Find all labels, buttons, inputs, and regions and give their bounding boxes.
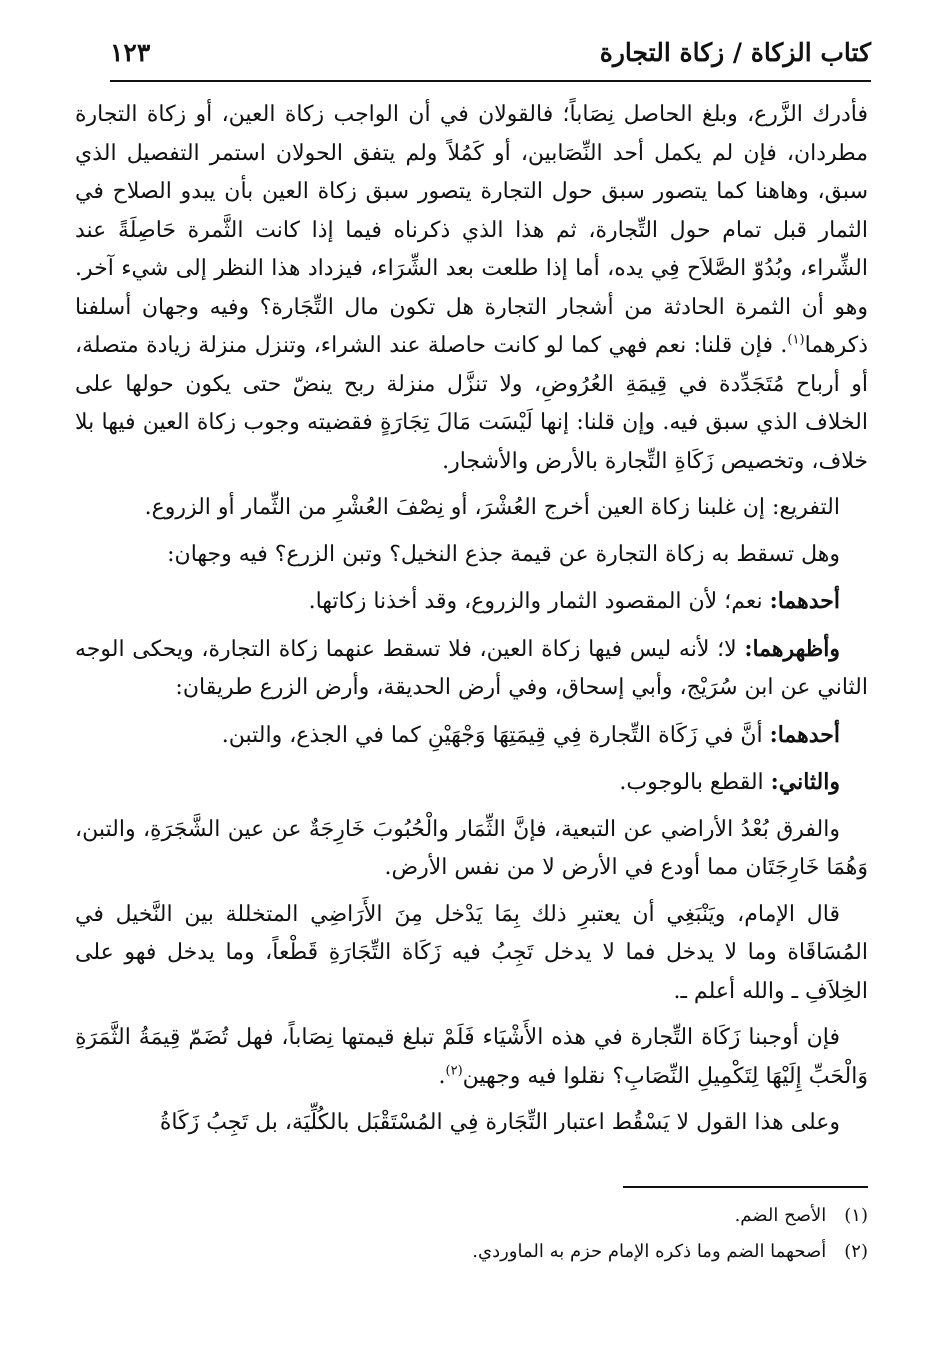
paragraph-7-text: القطع بالوجوب. [619, 770, 771, 795]
paragraph-7-lead: والثاني: [770, 769, 840, 795]
paragraph-1-text: فأدرك الزَّرع، وبلغ الحاصل نِصَاباً؛ فالقولان في أن الواجب زكاة العين، أو زكاة التجارة مطردان، فإن لم يكمل أحد النِّصَابين، أو كَمُلاً ولم يتفق الحولان استمر التفصيل الذي سبق، وهاهنا كما يتصور سبق حول التجارة يتصور سبق زكاة العين بأن يبدو الصلاح في الثمار قبل تمام حول التِّجارة، ثم هذا الذي ذكرناه فيما إذا كانت الثَّمرة حَاصِلَةً عند الشِّراء، وبُدُوّ الصَّلاَح فِي يده، أما إذا طلعت بعد الشِّرَاء، فيزداد هذا النظر إلى شيء آخر. وهو أن الثمرة الحادثة من أشجار التجارة هل تكون مال التِّجَارة؟ وفيه وجهان أسلفنا ذكرهما [75, 102, 869, 358]
paragraph-6-text: أنَّ في زَكَاة التِّجارة فِي قِيمَتِهَا وَجْهَيْنِ كما في الجذع، والتبن. [221, 722, 770, 748]
paragraph-3: وهل تسقط به زكاة التجارة عن قيمة جذع النخيل؟ وتبن الزرع؟ فيه وجهان: [167, 541, 840, 567]
paragraph-11: وعلى هذا القول لا يَسْقُط اعتبار التِّجَارة فِي المُسْتَقْبَل بالكُلِّيَة، بل تَجِبُ زَكَاةُ [159, 1110, 840, 1135]
footnote-2-text: أصحهما الضم وما ذكره الإمام حزم به الماوردي. [472, 1241, 827, 1262]
paragraph-5-text: لا؛ لأنه ليس فيها زكاة العين، فلا تسقط عنهما زكاة التجارة، ويحكى الوجه الثاني عن ابن سُرَيْج، وأبي إسحاق، وفي أرض الحديقة، وأرض الزرع طريقان: [75, 636, 868, 700]
paragraph-10 [75, 1019, 868, 1096]
page-header [110, 30, 871, 82]
footnote-2-number: (٢) [844, 1241, 868, 1262]
paragraph-6 [75, 716, 868, 756]
footnote-divider [623, 1186, 868, 1188]
footnote-ref-1: (١) [787, 332, 805, 348]
paragraph-4-lead: أحدهما: [769, 588, 840, 614]
footnote-ref-2: (٢) [445, 1063, 463, 1079]
running-title: كتاب الزكاة / زكاة التجارة [599, 38, 871, 67]
paragraph-4 [75, 582, 868, 622]
paragraph-9: قال الإمام، ويَنْبَغِي أن يعتبرِ ذلك بِمَا يَدْخل مِنَ الأَرَاضِي المتخللة بين النَّخيل في المُسَاقَاة وما لا يدخل فما لا يدخل تَجِبُ فيه زَكَاة التِّجَارَةِ قَطْعاً، وما يدخل فهو على الخِلاَفِ ـ والله أعلم ـ. [75, 901, 868, 1004]
paragraph-7 [75, 763, 868, 803]
main-text [75, 96, 868, 1151]
footnote-2 [75, 1234, 868, 1270]
paragraph-8: والفرق بُعْدُ الأراضي عن التبعية، فإنَّ الثِّمَار والْحُبُوبَ خَارِجَةٌ عن عين الشَّجَرَةِ، والتبن، وَهُمَا خَارِجَتَان مما أودع في الأرض لا من نفس الأرض. [75, 816, 868, 880]
footnote-1-text: الأصح الضم. [734, 1205, 827, 1226]
paragraph-10-text: فإن أوجبنا زَكَاة التِّجارة في هذه الأَشْيَاء فَلَمْ تبلغ قيمتها نِصَاباً، فهل تُضَمّ قِيمَةُ الثَّمَرَةِ وَالْحَبِّ إِلَيْهَا لِتَكْمِيلِ النِّصَابِ؟ نقلوا فيه وجهين [75, 1025, 868, 1089]
paragraph-1 [75, 96, 868, 481]
paragraph-5-lead: وأظهرهما: [744, 635, 840, 662]
footnote-1-number: (١) [844, 1205, 868, 1226]
paragraph-2: التفريع: إن غلبنا زكاة العين أخرج العُشْرَ، أو نِصْفَ العُشْرِ من الثِّمار أو الزروع. [144, 495, 840, 520]
paragraph-4-text: نعم؛ لأن المقصود الثمار والزروع، وقد أخذنا زكاتها. [308, 589, 770, 614]
footnote-1 [75, 1198, 868, 1234]
paragraph-10-tail: . [438, 1063, 446, 1089]
page-number: ١٢٣ [110, 38, 151, 67]
paragraph-6-lead: أحدهما: [769, 721, 840, 748]
footnotes [75, 1198, 868, 1270]
paragraph-5 [75, 630, 868, 708]
paragraph-1-tail: . فإن قلنا: نعم فهي كما لو كانت حاصلة عند الشراء، وتنزل منزلة زيادة متصلة، أو أرباح مُتَجَدِّدة في قِيمَةِ العُرُوضِ، ولا تنزَّل منزلة ربح ينضّ حتى يكون حولها على الخلاف الذي سبق فيه. وإن قلنا: إنها لَيْسَت مَالَ تِجَارَةٍ فقضيته وجوب زكاة العين فيها بلا خلاف، وتخصيص زَكَاةِ التِّجارة بالأرض والأشجار. [75, 333, 868, 474]
